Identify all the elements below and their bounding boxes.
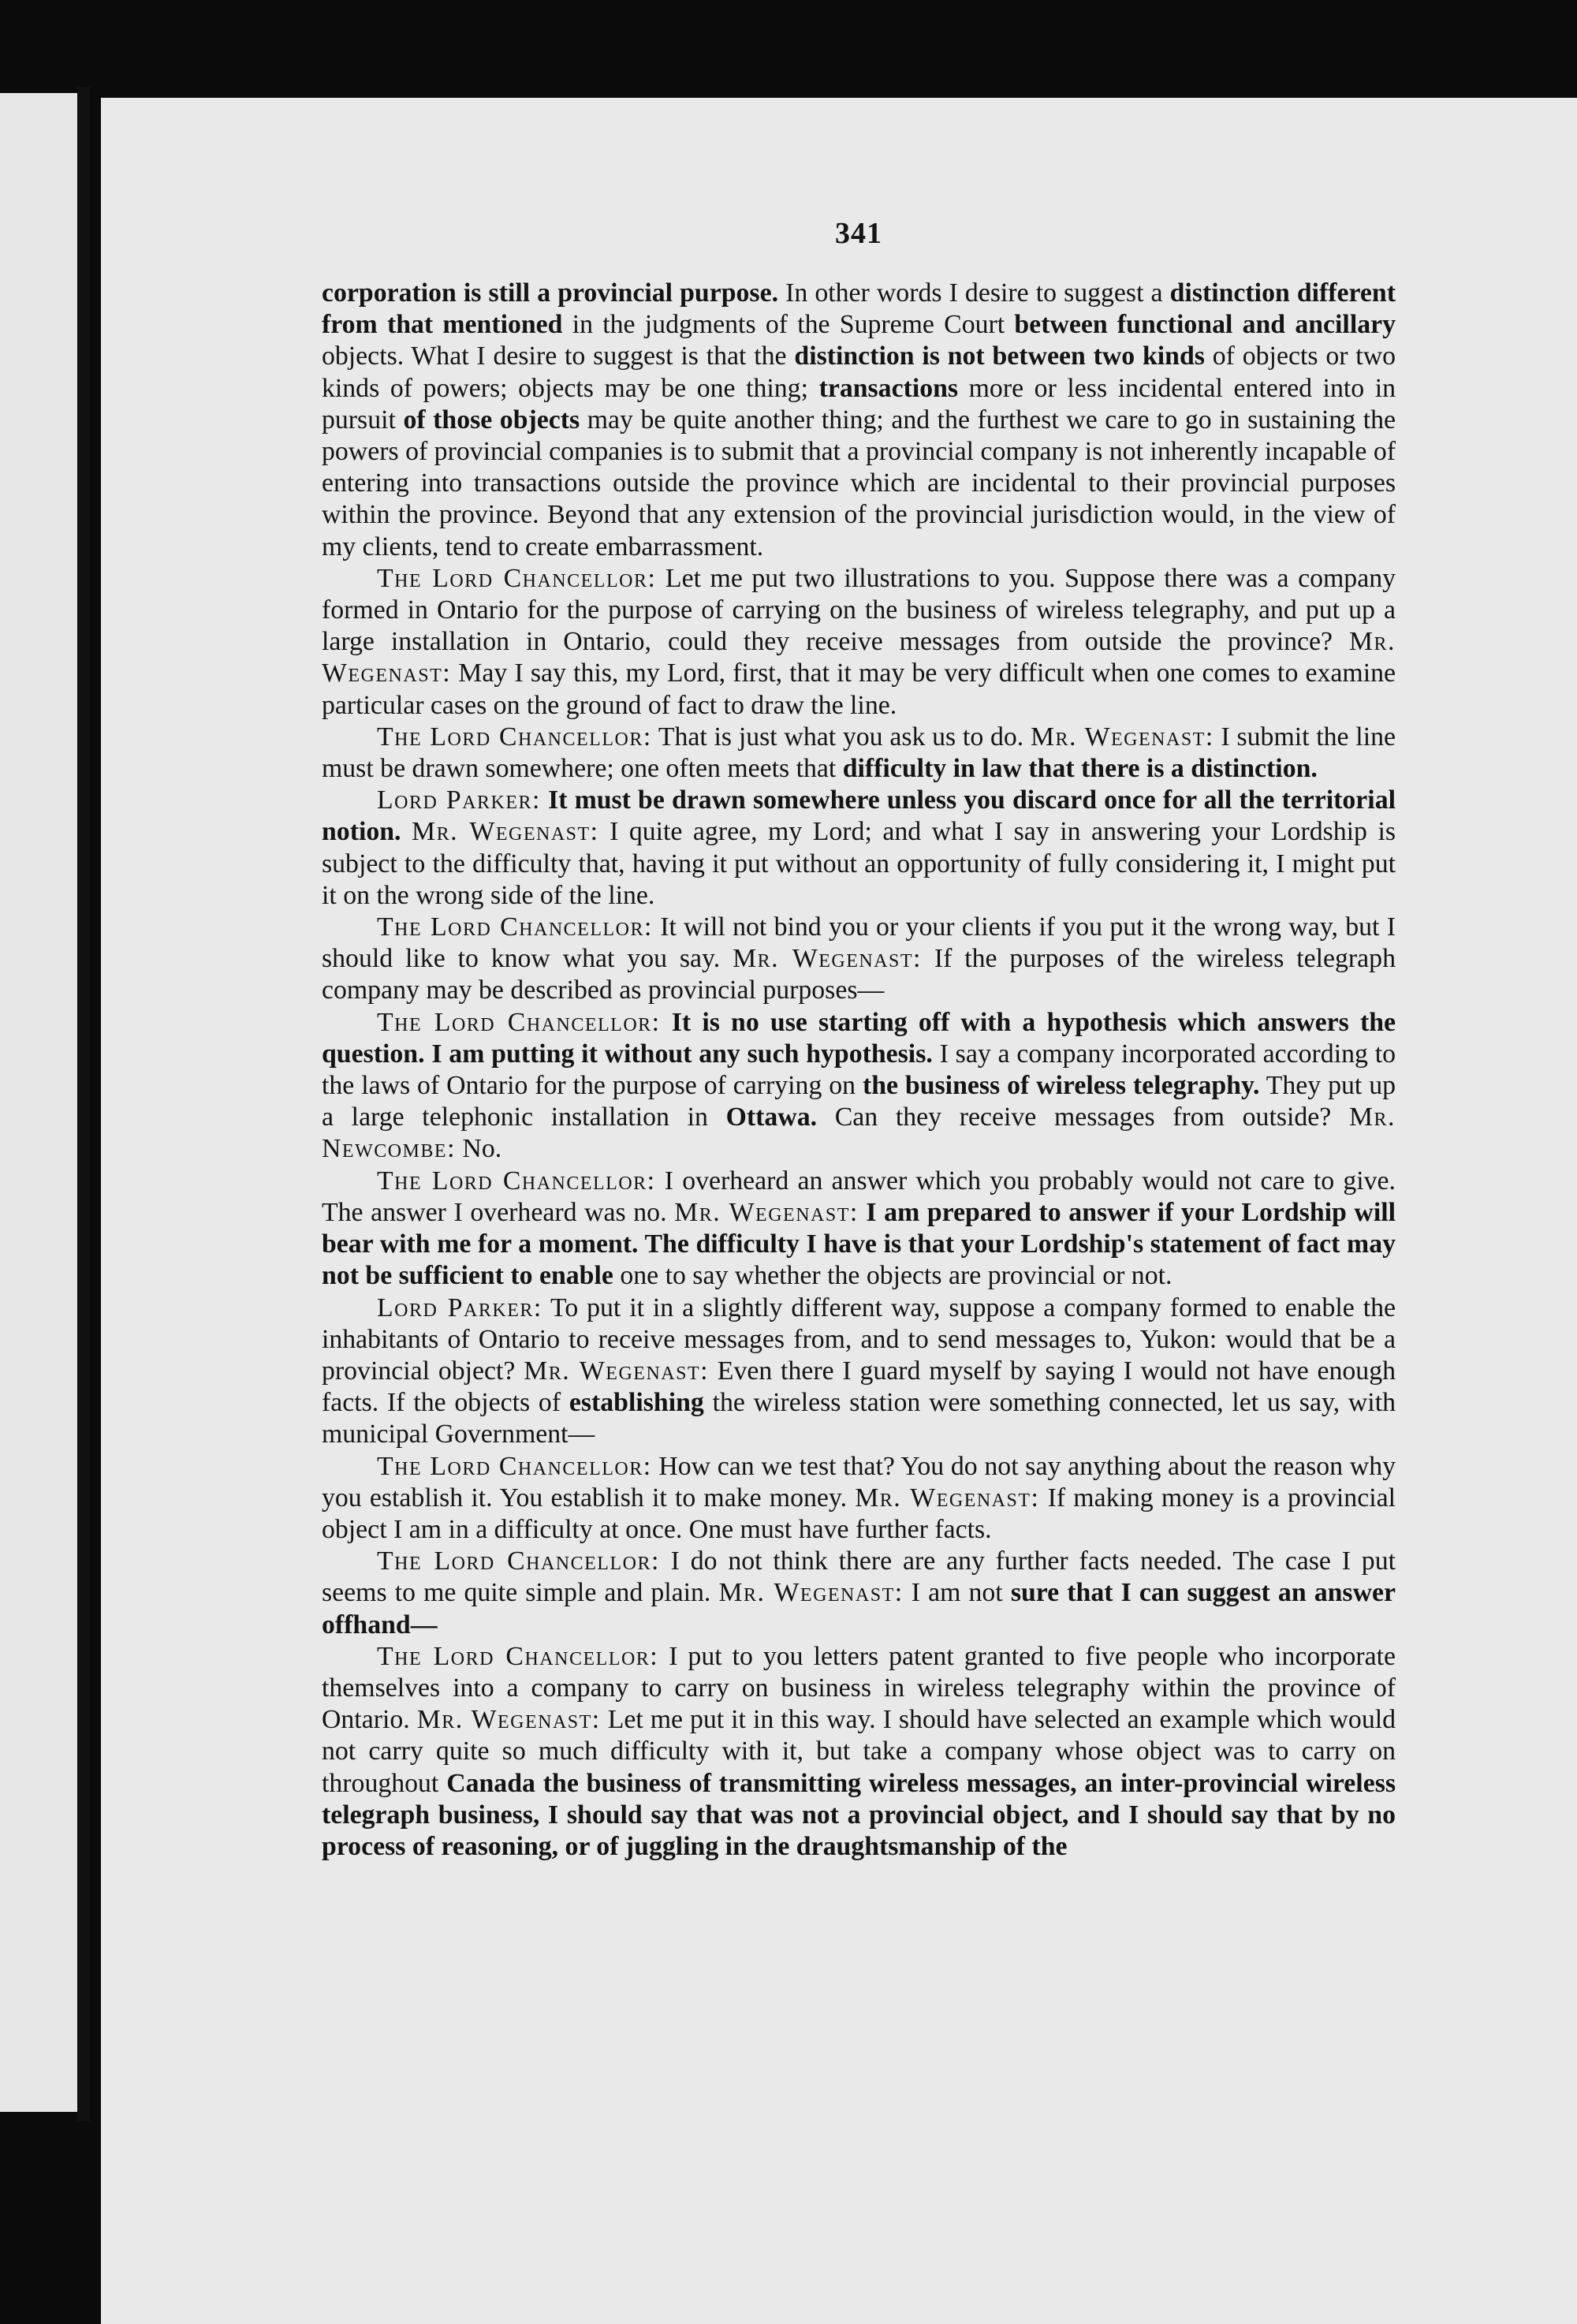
text-segment-bold: between functional and ancillary [1014,310,1396,340]
text-segment-bold: the business of wireless telegraphy. [862,1071,1260,1101]
text-segment: the wireless station were something connected, let us say, with municipal Government— [322,1388,1396,1449]
text-segment: Let me put two illustrations to you. Suppose there was a company formed in Ontario for the purpose of carrying on the business of wireless telegraphy, and put up a large installation in Ontario, could they receive messages from outside the province? [322,563,1396,657]
speaker-name: The Lord Chancellor: [377,1451,652,1481]
left-page-edge [0,93,77,2112]
text-segment-bold: I am prepared to answer if your Lordship will bear with me for a moment. The difficulty I have is that your Lordship's statement of fact may not be sufficient to enable [322,1197,1396,1291]
speaker-name: The Lord Chancellor: [377,912,653,942]
text-segment [859,1198,867,1227]
text-segment: more or less incidental entered into in pursuit [322,373,1396,435]
text-segment-bold: transactions [818,373,959,403]
paragraph [322,1293,1396,1451]
text-segment: Can they receive messages from outside? [817,1102,1349,1132]
text-segment-bold: sure that I can suggest an answer offhand— [322,1578,1396,1639]
paragraph [322,912,1396,1007]
page-number: 341 [835,217,882,250]
text-segment-bold: It is no use starting off with a hypothesis which answers the question. I am putting it without any such hypothesis. [322,1007,1396,1069]
text-segment-bold: corporation is still a provincial purpose. [322,278,779,308]
text-segment: In other words I desire to suggest a [778,278,1170,308]
speaker-name: Mr. Wegenast: [855,1483,1040,1513]
text-segment: That is just what you ask us to do. [651,722,1031,752]
paragraph [322,785,1396,912]
text-segment [541,785,548,815]
text-segment: I overheard an answer which you probably would not care to give. The answer I overheard was no. [322,1166,1396,1227]
text-segment: It will not bind you or your clients if you put it the wrong way, but I should like to know what you say. [322,912,1396,974]
speaker-name: Mr. Wegenast: [322,627,1396,688]
paragraph [322,563,1396,722]
text-segment: They put up a large telephonic installation in [322,1071,1396,1132]
paragraph [322,1546,1396,1641]
text-segment-bold: distinction is not between two kinds [794,341,1205,371]
paragraph [322,1166,1396,1293]
text-segment: in the judgments of the Supreme Court [562,310,1015,340]
text-segment: If making money is a provincial object I am in a difficulty at once. One must have further facts. [322,1483,1396,1544]
speaker-name: Mr. Wegenast: [718,1578,904,1608]
text-segment: I quite agree, my Lord; and what I say in answering your Lordship is subject to the difficulty that, having it put without an opportunity of fully considering it, I might put it on the wrong side of the line. [322,817,1396,910]
speaker-name: The Lord Chancellor: [377,1546,660,1576]
text-segment-bold: of those objects [403,405,580,435]
paragraph [322,278,1396,563]
paragraph [322,1641,1396,1863]
text-segment-bold: difficulty in law that there is a distinction. [842,754,1318,784]
text-segment: I do not think there are any further facts needed. The case I put seems to me quite simple and plain. [322,1546,1396,1608]
text-segment [401,817,412,846]
speaker-name: Mr. Newcombe: [322,1102,1396,1164]
speaker-name: Mr. Wegenast: [733,944,922,974]
text-segment: Let me put it in this way. I should have selected an example which would not carry quite so much difficulty with it, but take a company whose object was to carry on throughout [322,1705,1396,1798]
speaker-name: Mr. Wegenast: [674,1197,859,1227]
text-segment: I submit the line must be drawn somewhere; one often meets that [322,722,1396,784]
speaker-name: The Lord Chancellor: [377,1641,659,1671]
text-segment-bold: It must be drawn somewhere unless you discard once for all the territorial notion. [322,785,1396,847]
speaker-name: The Lord Chancellor: [377,1007,661,1037]
text-segment: No. [455,1134,502,1164]
speaker-name: The Lord Chancellor: [377,722,652,752]
paragraph [322,1451,1396,1546]
text-segment: one to say whether the objects are provincial or not. [613,1261,1172,1291]
text-segment-bold: distinction different from that mentioned [322,278,1396,340]
speaker-name: Lord Parker: [377,785,541,815]
text-segment-bold: Canada the business of transmitting wireless messages, an inter-provincial wireless telegraph business, I should say that was not a provincial object, and I should say that by no process of reasoning, or of juggling in the draughtsmanship of the [322,1768,1396,1861]
text-segment: If the purposes of the wireless telegraph company may be described as provincial purposes— [322,944,1396,1005]
speaker-name: Mr. Wegenast: [416,1705,601,1735]
paragraph [322,722,1396,785]
text-segment-bold: establishing [569,1388,704,1418]
text-segment: How can we test that? You do not say anything about the reason why you establish it. You establish it to make money. [322,1451,1396,1513]
text-segment: I put to you letters patent granted to five people who incorporate themselves into a company to carry on business in wireless telegraphy within the province of Ontario. [322,1641,1396,1735]
text-segment: May I say this, my Lord, first, that it may be very difficult when one comes to examine particular cases on the ground of fact to draw the line. [322,658,1396,720]
paragraph [322,1007,1396,1166]
text-segment-bold: Ottawa. [725,1102,818,1132]
speaker-name: Lord Parker: [377,1293,542,1322]
text-segment: I say a company incorporated according to the laws of Ontario for the purpose of carrying on [322,1039,1396,1101]
document-body [322,278,1396,1863]
text-segment: may be quite another thing; and the furthest we care to go in sustaining the powers of provincial companies is to submit that a provincial company is not inherently incapable of entering into transactions outside the province which are incidental to their provincial purposes within the province. Beyond that any extension of the provincial jurisdiction would, in the view of my clients, tend to create embarrassment. [322,405,1396,561]
speaker-name: Mr. Wegenast: [1030,722,1214,752]
speaker-name: Mr. Wegenast: [524,1356,710,1386]
speaker-name: The Lord Chancellor: [377,563,657,593]
text-segment: Even there I guard myself by saying I would not have enough facts. If the objects of [322,1356,1396,1418]
text-segment: To put it in a slightly different way, suppose a company formed to enable the inhabitants of Ontario to receive messages from, and to send messages to, Yukon: would that be a provincial object? [322,1293,1396,1386]
text-segment: objects. What I desire to suggest is that the [322,341,795,371]
document-page [101,98,1577,2324]
text-segment: I am not [903,1578,1011,1608]
speaker-name: Mr. Wegenast: [412,817,599,847]
text-segment [661,1008,672,1037]
speaker-name: The Lord Chancellor: [377,1166,656,1196]
text-segment: of objects or two kinds of powers; objects may be one thing; [322,341,1396,403]
book-gutter [77,87,90,2121]
